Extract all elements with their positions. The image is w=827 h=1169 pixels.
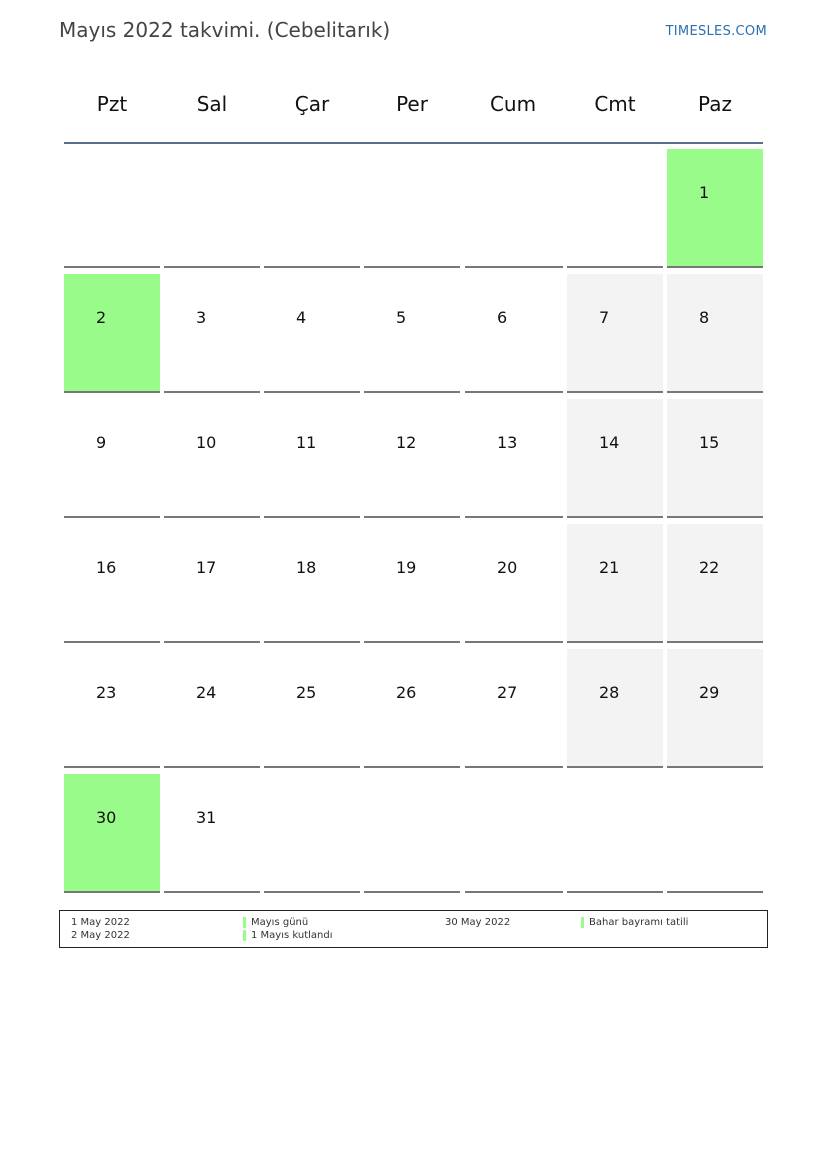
cell-underline xyxy=(264,891,360,893)
day-number: 1 xyxy=(699,183,710,202)
weekday-label: Per xyxy=(396,92,428,116)
cell-underline xyxy=(64,391,160,393)
cell-underline xyxy=(364,891,460,893)
cell-underline xyxy=(64,516,160,518)
weekday-label: Paz xyxy=(698,92,732,116)
day-cell xyxy=(465,524,563,643)
day-number: 13 xyxy=(497,433,518,452)
cell-underline xyxy=(264,391,360,393)
day-cell xyxy=(64,774,160,893)
cell-underline xyxy=(465,391,563,393)
site-link[interactable]: TIMESLES.COM xyxy=(665,24,767,39)
cell-underline xyxy=(264,641,360,643)
weekday-label: Cmt xyxy=(594,92,636,116)
day-cell xyxy=(264,774,360,893)
legend-holiday-name: 1 Mayıs kutlandı xyxy=(243,930,333,941)
cell-underline xyxy=(164,766,260,768)
day-cell xyxy=(164,774,260,893)
day-cell xyxy=(567,524,663,643)
cell-underline xyxy=(465,516,563,518)
cell-underline xyxy=(64,766,160,768)
day-cell xyxy=(465,399,563,518)
cell-underline xyxy=(465,766,563,768)
day-number: 14 xyxy=(599,433,620,452)
day-number: 19 xyxy=(396,558,417,577)
day-number: 16 xyxy=(96,558,117,577)
day-cell xyxy=(64,649,160,768)
day-cell xyxy=(667,774,763,893)
day-number: 25 xyxy=(296,683,317,702)
cell-underline xyxy=(364,766,460,768)
day-number: 15 xyxy=(699,433,720,452)
day-cell xyxy=(364,149,460,268)
day-cell xyxy=(567,149,663,268)
day-cell xyxy=(264,399,360,518)
day-cell xyxy=(264,274,360,393)
cell-underline xyxy=(364,516,460,518)
weekday-label: Cum xyxy=(489,92,537,116)
legend-holiday-name: Bahar bayramı tatili xyxy=(581,917,688,928)
day-cell xyxy=(364,649,460,768)
day-cell xyxy=(364,399,460,518)
day-number: 24 xyxy=(196,683,217,702)
day-cell xyxy=(567,274,663,393)
cell-underline xyxy=(667,891,763,893)
cell-underline xyxy=(567,891,663,893)
day-number: 17 xyxy=(196,558,217,577)
page-title: Mayıs 2022 takvimi. (Cebelitarık) xyxy=(59,18,391,42)
day-cell xyxy=(667,524,763,643)
day-number: 20 xyxy=(497,558,518,577)
legend-holiday-name: Mayıs günü xyxy=(243,917,308,928)
day-cell xyxy=(465,649,563,768)
cell-underline xyxy=(567,516,663,518)
day-cell xyxy=(264,524,360,643)
day-number: 3 xyxy=(196,308,207,327)
cell-underline xyxy=(667,516,763,518)
weekday-label: Çar xyxy=(294,92,330,116)
cell-underline xyxy=(567,391,663,393)
day-cell xyxy=(465,774,563,893)
weekday-label: Sal xyxy=(196,92,228,116)
day-cell xyxy=(164,649,260,768)
cell-underline xyxy=(164,891,260,893)
day-number: 22 xyxy=(699,558,720,577)
day-number: 4 xyxy=(296,308,307,327)
day-cell xyxy=(567,774,663,893)
weekday-label: Pzt xyxy=(96,92,128,116)
cell-underline xyxy=(667,641,763,643)
day-cell xyxy=(667,399,763,518)
cell-underline xyxy=(364,641,460,643)
day-cell xyxy=(64,149,160,268)
cell-underline xyxy=(567,641,663,643)
cell-underline xyxy=(64,641,160,643)
day-cell xyxy=(64,399,160,518)
cell-underline xyxy=(264,266,360,268)
cell-underline xyxy=(465,641,563,643)
day-cell xyxy=(465,149,563,268)
cell-underline xyxy=(64,891,160,893)
day-number: 2 xyxy=(96,308,107,327)
cell-underline xyxy=(64,266,160,268)
legend-date: 30 May 2022 xyxy=(445,917,511,928)
day-cell xyxy=(164,399,260,518)
day-number: 18 xyxy=(296,558,317,577)
day-cell xyxy=(567,399,663,518)
day-cell xyxy=(164,274,260,393)
cell-underline xyxy=(264,516,360,518)
day-cell xyxy=(465,274,563,393)
cell-underline xyxy=(364,391,460,393)
day-cell xyxy=(364,524,460,643)
day-number: 11 xyxy=(296,433,317,452)
day-number: 30 xyxy=(96,808,117,827)
day-number: 23 xyxy=(96,683,117,702)
day-cell xyxy=(667,149,763,268)
day-cell xyxy=(364,774,460,893)
cell-underline xyxy=(465,266,563,268)
day-cell xyxy=(264,649,360,768)
day-number: 7 xyxy=(599,308,610,327)
weekday-header xyxy=(64,70,763,142)
day-number: 31 xyxy=(196,808,217,827)
cell-underline xyxy=(667,766,763,768)
day-cell xyxy=(164,524,260,643)
day-cell xyxy=(64,524,160,643)
day-number: 6 xyxy=(497,308,508,327)
day-number: 26 xyxy=(396,683,417,702)
day-cell xyxy=(264,149,360,268)
day-number: 21 xyxy=(599,558,620,577)
holiday-legend xyxy=(59,910,768,948)
cell-underline xyxy=(164,391,260,393)
legend-date: 2 May 2022 xyxy=(71,930,130,941)
cell-underline xyxy=(567,266,663,268)
cell-underline xyxy=(667,391,763,393)
day-cell xyxy=(667,649,763,768)
day-cell xyxy=(64,274,160,393)
day-cell xyxy=(164,149,260,268)
day-number: 27 xyxy=(497,683,518,702)
cell-underline xyxy=(364,266,460,268)
cell-underline xyxy=(264,766,360,768)
cell-underline xyxy=(164,641,260,643)
cell-underline xyxy=(567,766,663,768)
cell-underline xyxy=(164,516,260,518)
day-number: 5 xyxy=(396,308,407,327)
day-number: 9 xyxy=(96,433,107,452)
day-cell xyxy=(667,274,763,393)
day-cell xyxy=(567,649,663,768)
cell-underline xyxy=(465,891,563,893)
header-divider xyxy=(64,142,763,144)
day-number: 12 xyxy=(396,433,417,452)
day-number: 29 xyxy=(699,683,720,702)
cell-underline xyxy=(164,266,260,268)
day-cell xyxy=(364,274,460,393)
day-number: 28 xyxy=(599,683,620,702)
legend-date: 1 May 2022 xyxy=(71,917,130,928)
day-number: 8 xyxy=(699,308,710,327)
day-number: 10 xyxy=(196,433,217,452)
cell-underline xyxy=(667,266,763,268)
